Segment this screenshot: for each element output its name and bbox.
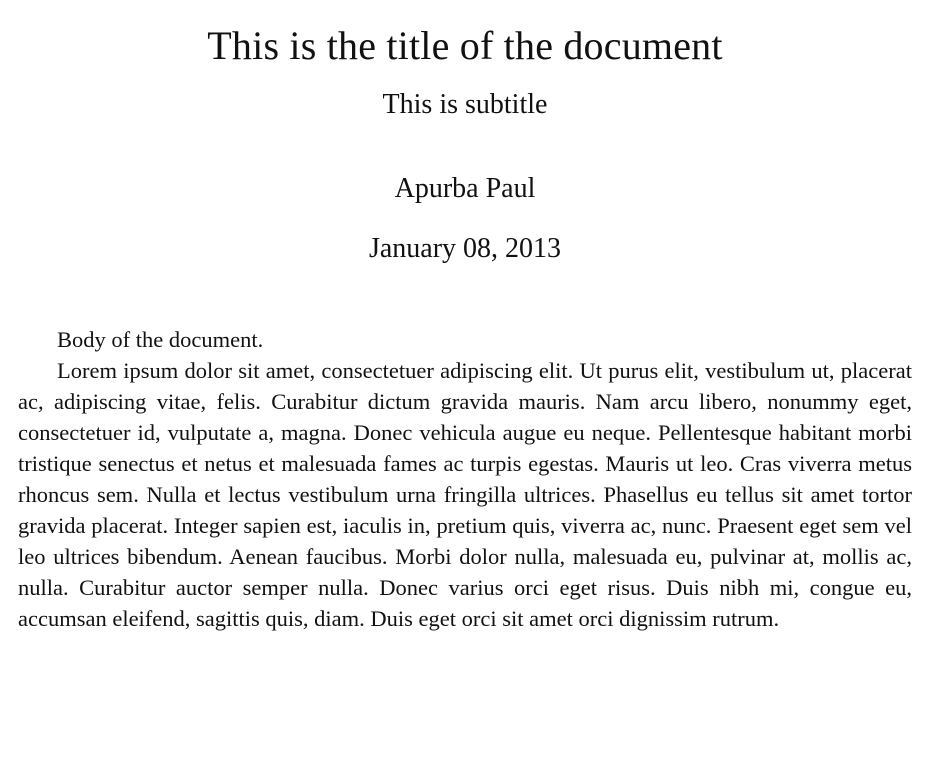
body-lorem-paragraph: Lorem ipsum dolor sit amet, consectetuer adipiscing elit. Ut purus elit, vestibulum ut, placerat ac, adipiscing vitae, felis. Curabitur dictum gravida mauris. Nam arcu libero, nonummy eget, consectetuer id, vulputate a, magna. Donec vehicula augue eu neque. Pellentesque habitant morbi tristique senectus et netus et malesuada fames ac turpis egestas. Mauris ut leo. Cras viverra metus rhoncus sem. Nulla et lectus vestibulum urna fringilla ultrices. Phasellus eu tellus sit amet tortor gravida placerat. Integer sapien est, iaculis in, pretium quis, viverra ac, nunc. Praesent eget sem vel leo ultrices bibendum. Aenean faucibus. Morbi dolor nulla, malesuada eu, pulvinar at, mollis ac, nulla. Curabitur auctor semper nulla. Donec varius orci eget risus. Duis nibh mi, congue eu, accumsan eleifend, sagittis quis, diam. Duis eget orci sit amet orci dignissim rutrum. [18,358,912,631]
document-subtitle: This is subtitle [382,89,548,120]
document-body [18,324,912,634]
title-block [18,0,912,266]
document-date: January 08, 2013 [368,233,562,264]
document-author: Apurba Paul [394,173,536,204]
document-title: This is the title of the document [207,23,723,68]
body-intro-paragraph: Body of the document. [57,327,264,352]
